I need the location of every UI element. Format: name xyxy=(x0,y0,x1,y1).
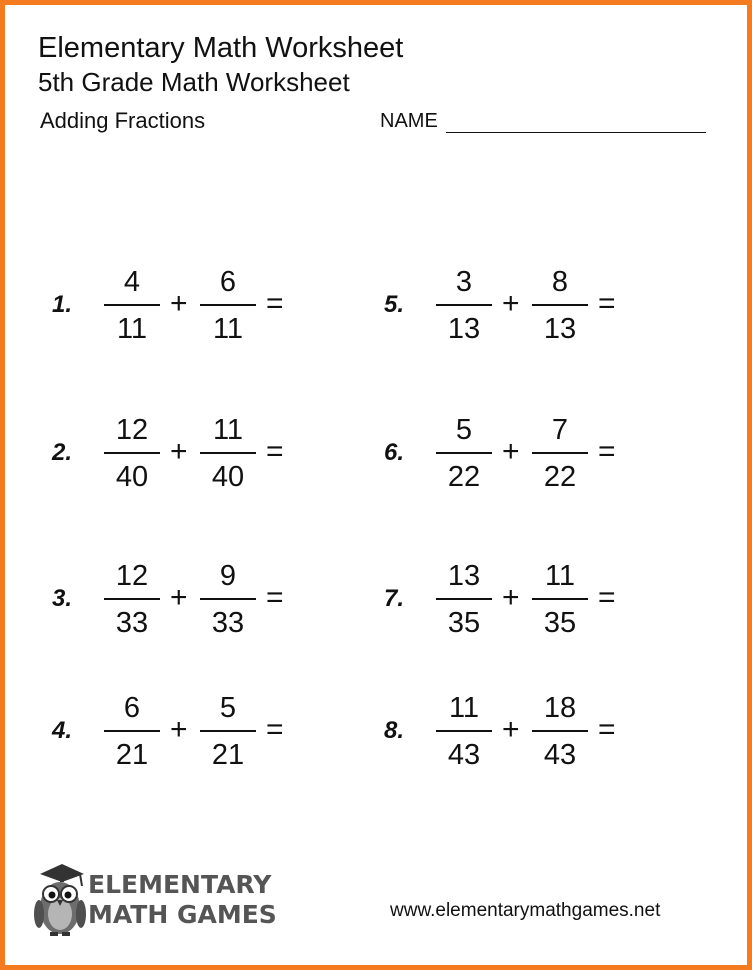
equals-sign: = xyxy=(598,435,616,468)
fraction-bar xyxy=(532,304,588,306)
problem-2 xyxy=(52,410,352,500)
problem-number: 3. xyxy=(52,585,73,612)
fraction-bar xyxy=(436,304,492,306)
numerator: 6 xyxy=(123,692,141,724)
fraction-bar xyxy=(436,452,492,454)
plus-sign: + xyxy=(502,435,520,468)
equals-sign: = xyxy=(266,287,284,320)
logo-line-2: MATH GAMES xyxy=(88,900,277,929)
problem-5 xyxy=(384,262,684,352)
denominator: 33 xyxy=(115,607,149,639)
denominator: 33 xyxy=(211,607,245,639)
problem-number: 2. xyxy=(52,439,73,466)
equals-sign: = xyxy=(598,287,616,320)
denominator: 35 xyxy=(543,607,577,639)
denominator: 22 xyxy=(447,461,481,493)
denominator: 21 xyxy=(211,739,245,771)
plus-sign: + xyxy=(502,287,520,320)
fraction-bar xyxy=(104,598,160,600)
problem-1 xyxy=(52,262,352,352)
problem-number: 7. xyxy=(384,585,405,612)
plus-sign: + xyxy=(502,581,520,614)
denominator: 40 xyxy=(211,461,245,493)
problem-8 xyxy=(384,688,684,778)
fraction-a xyxy=(104,262,160,350)
owl-icon xyxy=(30,860,90,938)
equals-sign: = xyxy=(266,435,284,468)
problem-number: 5. xyxy=(384,291,405,318)
fraction-a xyxy=(104,410,160,498)
fraction-bar xyxy=(532,598,588,600)
plus-sign: + xyxy=(170,581,188,614)
worksheet-title: Elementary Math Worksheet xyxy=(38,32,404,64)
numerator: 5 xyxy=(455,414,473,446)
problem-6 xyxy=(384,410,684,500)
problem-number: 1. xyxy=(52,291,73,318)
denominator: 21 xyxy=(115,739,149,771)
fraction-bar xyxy=(200,730,256,732)
fraction-a xyxy=(436,688,492,776)
numerator: 4 xyxy=(123,266,141,298)
equals-sign: = xyxy=(266,581,284,614)
denominator: 22 xyxy=(543,461,577,493)
fraction-a xyxy=(436,556,492,644)
plus-sign: + xyxy=(502,713,520,746)
worksheet-topic: Adding Fractions xyxy=(40,108,206,133)
fraction-a xyxy=(436,262,492,350)
fraction-b xyxy=(532,262,588,350)
numerator: 8 xyxy=(551,266,569,298)
fraction-a xyxy=(104,688,160,776)
plus-sign: + xyxy=(170,713,188,746)
denominator: 40 xyxy=(115,461,149,493)
denominator: 13 xyxy=(447,313,481,345)
fraction-b xyxy=(532,688,588,776)
numerator: 3 xyxy=(455,266,473,298)
fraction-a xyxy=(104,556,160,644)
logo-text xyxy=(88,870,277,930)
fraction-b xyxy=(200,688,256,776)
fraction-bar xyxy=(104,452,160,454)
fraction-bar xyxy=(104,304,160,306)
problem-number: 8. xyxy=(384,717,405,744)
numerator: 12 xyxy=(115,560,149,592)
fraction-bar xyxy=(200,598,256,600)
logo xyxy=(30,860,277,940)
website-url[interactable]: www.elementarymathgames.net xyxy=(390,900,661,921)
name-label: NAME xyxy=(380,110,438,132)
numerator: 6 xyxy=(219,266,237,298)
denominator: 43 xyxy=(447,739,481,771)
equals-sign: = xyxy=(598,713,616,746)
fraction-a xyxy=(436,410,492,498)
fraction-b xyxy=(200,262,256,350)
numerator: 11 xyxy=(212,414,244,446)
name-line[interactable] xyxy=(446,132,706,133)
fraction-b xyxy=(200,410,256,498)
denominator: 11 xyxy=(116,313,148,345)
plus-sign: + xyxy=(170,435,188,468)
fraction-bar xyxy=(532,730,588,732)
numerator: 11 xyxy=(544,560,576,592)
numerator: 18 xyxy=(543,692,577,724)
denominator: 35 xyxy=(447,607,481,639)
fraction-bar xyxy=(104,730,160,732)
worksheet-subtitle: 5th Grade Math Worksheet xyxy=(38,67,350,97)
problem-number: 6. xyxy=(384,439,405,466)
fraction-b xyxy=(200,556,256,644)
problem-3 xyxy=(52,556,352,646)
plus-sign: + xyxy=(170,287,188,320)
logo-line-1: ELEMENTARY xyxy=(88,870,272,899)
denominator: 13 xyxy=(543,313,577,345)
numerator: 9 xyxy=(219,560,237,592)
denominator: 11 xyxy=(212,313,244,345)
fraction-bar xyxy=(532,452,588,454)
numerator: 13 xyxy=(447,560,481,592)
equals-sign: = xyxy=(266,713,284,746)
numerator: 7 xyxy=(551,414,569,446)
fraction-bar xyxy=(200,452,256,454)
numerator: 5 xyxy=(219,692,237,724)
problem-4 xyxy=(52,688,352,778)
fraction-b xyxy=(532,556,588,644)
fraction-bar xyxy=(200,304,256,306)
equals-sign: = xyxy=(598,581,616,614)
denominator: 43 xyxy=(543,739,577,771)
numerator: 11 xyxy=(448,692,480,724)
problem-7 xyxy=(384,556,684,646)
numerator: 12 xyxy=(115,414,149,446)
fraction-b xyxy=(532,410,588,498)
problem-number: 4. xyxy=(52,717,73,744)
fraction-bar xyxy=(436,730,492,732)
fraction-bar xyxy=(436,598,492,600)
